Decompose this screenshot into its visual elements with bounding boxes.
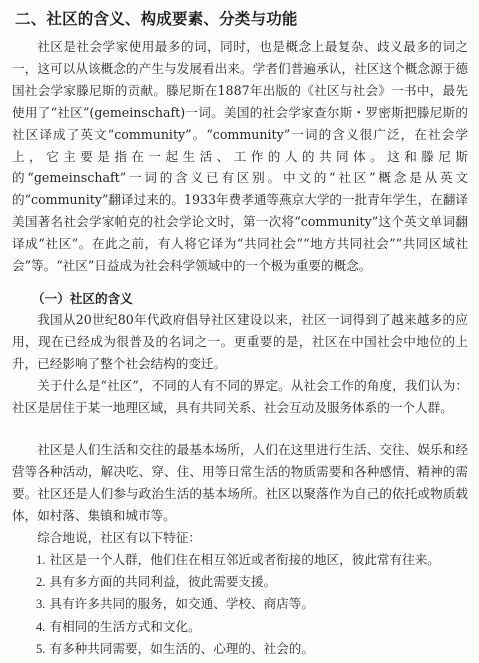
features-list xyxy=(36,549,468,660)
list-item-text: 具有多方面的共同利益，彼此需要支援。 xyxy=(49,574,277,590)
list-item xyxy=(36,549,468,571)
paragraph-community-origin: 社区是社会学家使用最多的词，同时，也是概念上最复杂、歧义最多的词之一，这可以从该概念的产生与发展看出来。学者们普遍承认，社区这个概念源于德国社会学家滕尼斯的贡献。滕尼斯在1887年出版的《社区与社会》一书中，最先使用了“社区”(gemeinschaft)一词。美国的社会学家查尔斯・罗密斯把滕尼斯的社区译成了英文“community”。“community”一词的含义很广泛，在社会学上，它主要是指在一起生活、工作的人的共同体。这和滕尼斯的“gemeinschaft”一词的含义已有区别。中文的“社区”概念是从英文的“community”翻译过来的。1933年费孝通等燕京大学的一批青年学生，在翻译美国著名社会学家帕克的社会学论文时，第一次将“community”这个英文单词翻译成“社区”。在此之前，有人将它译为“共同社会”“地方共同社会”“共同区域社会”等。“社区”日益成为社会科学领域中的一个极为重要的概念。 xyxy=(12,39,468,274)
list-item-number: 5. xyxy=(36,641,46,656)
list-item-text: 有相同的生活方式和文化。 xyxy=(49,618,201,634)
list-item-text: 具有许多共同的服务，如交通、学校、商店等。 xyxy=(49,596,314,612)
list-item-text: 有多种共同需要，如生活的、心理的、社会的。 xyxy=(49,640,314,656)
list-item xyxy=(36,616,468,638)
list-item-text: 社区是一个人群，他们住在相互邻近或者衔接的地区，彼此常有往来。 xyxy=(49,552,440,567)
subheading-community-meaning: （一）社区的含义 xyxy=(32,291,133,306)
list-item-number: 1. xyxy=(36,553,46,567)
paragraph-community-place: 社区是人们生活和交往的最基本场所，人们在这里进行生活、交往、娱乐和经营等各种活动，解决吃、穿、住、用等日常生活的物质需要和各种感情、精神的需要。社区还是人们参与政治生活的基本场所。社区以聚落作为自己的依托或物质载体，如村落、集镇和城市等。 xyxy=(12,442,468,523)
list-item xyxy=(36,571,468,593)
list-item-number: 3. xyxy=(36,597,46,612)
list-item-number: 4. xyxy=(36,619,46,634)
paragraph-community-definition: 关于什么是“社区”，不同的人有不同的界定。从社会工作的角度，我们认为：社区是居住于某一地理区域，具有共同关系、社会互动及服务体系的一个人群。 xyxy=(12,378,468,415)
list-item xyxy=(36,638,468,660)
paragraph-community-development: 我国从20世纪80年代政府倡导社区建设以来，社区一词得到了越来越多的应用，现在已经成为很普及的名词之一。更重要的是，社区在中国社会中地位的上升，已经影响了整个社会结构的变迁。 xyxy=(12,312,468,371)
paragraph-features-intro: 综合地说，社区有以下特征： xyxy=(37,530,201,545)
list-item-number: 2. xyxy=(36,575,46,590)
list-item xyxy=(36,593,468,615)
section-title: 二、社区的含义、构成要素、分类与功能 xyxy=(15,10,298,28)
